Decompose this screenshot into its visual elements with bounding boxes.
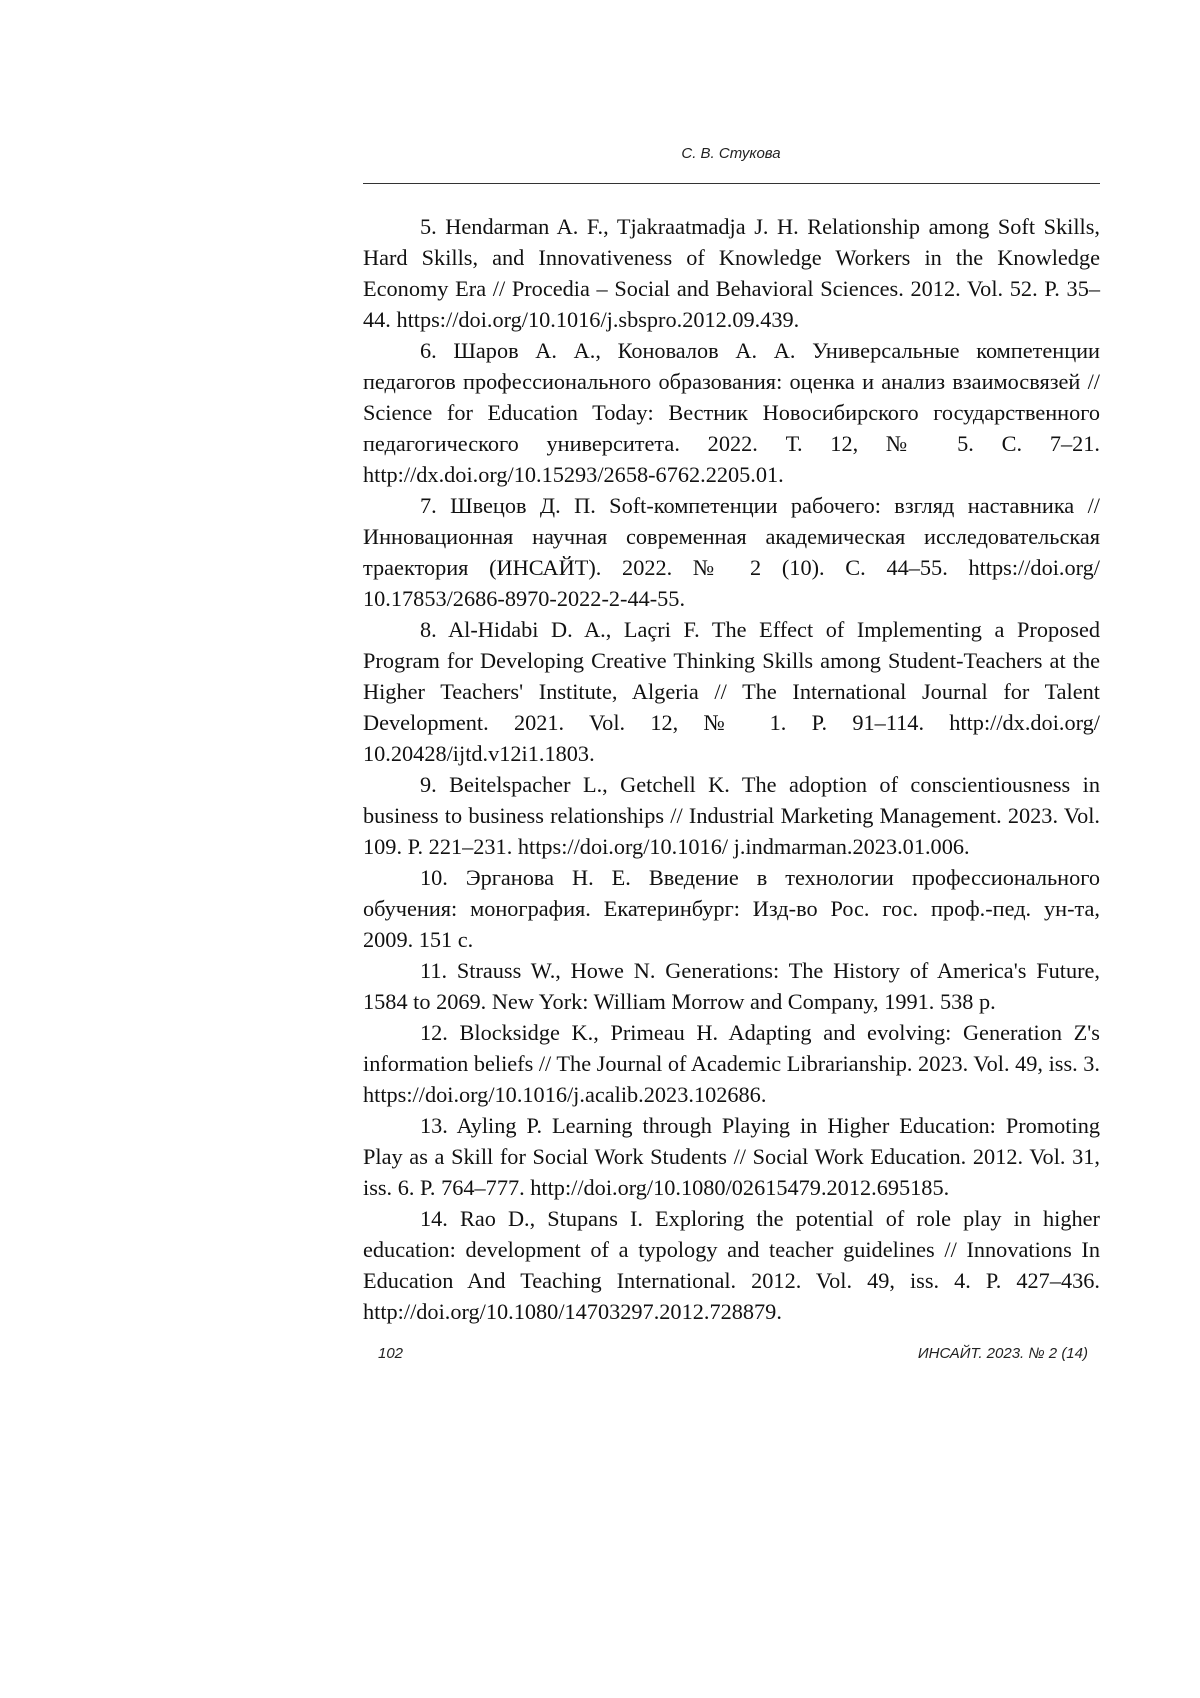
reference-item: 7. Швецов Д. П. Soft-компетенции рабочего: взгляд наставника // Инновационная научная современная академическая исследовательская траектория (ИНСАЙТ). 2022. № 2 (10). С. 44–55. https://doi.org/ 10.17853/2686-8970-2022-2-44-55. (363, 490, 1100, 614)
running-head-author: С. В. Стукова (363, 145, 1099, 162)
reference-item: 14. Rao D., Stupans I. Exploring the potential of role play in higher education: development of a typology and teacher guidelines // Innovations In Education And Teaching International. 2012. Vol. 49, iss. 4. P. 427–436. http://doi.org/10.1080/14703297.2012.728879. (363, 1203, 1100, 1327)
header-divider (363, 183, 1100, 184)
page-number: 102 (378, 1345, 403, 1362)
reference-list (363, 211, 1100, 1327)
reference-item: 11. Strauss W., Howe N. Generations: The History of America's Future, 1584 to 2069. New York: William Morrow and Company, 1991. 538 p. (363, 955, 1100, 1017)
reference-item: 10. Эрганова Н. Е. Введение в технологии профессионального обучения: монография. Екатеринбург: Изд-во Рос. гос. проф.-пед. ун-та, 2009. 151 с. (363, 862, 1100, 955)
reference-item: 12. Blocksidge K., Primeau H. Adapting and evolving: Generation Z's information beliefs // The Journal of Academic Librarianship. 2023. Vol. 49, iss. 3. https://doi.org/10.1016/j.acalib.2023.102686. (363, 1017, 1100, 1110)
reference-item: 8. Al-Hidabi D. A., Laçri F. The Effect of Implementing a Proposed Program for Developing Creative Thinking Skills among Student-Teachers at the Higher Teachers' Institute, Algeria // The International Journal for Talent Development. 2021. Vol. 12, № 1. P. 91–114. http://dx.doi.org/ 10.20428/ijtd.v12i1.1803. (363, 614, 1100, 769)
reference-item: 13. Ayling P. Learning through Playing in Higher Education: Promoting Play as a Skill for Social Work Students // Social Work Education. 2012. Vol. 31, iss. 6. P. 764–777. http://doi.org/10.1080/02615479.2012.695185. (363, 1110, 1100, 1203)
journal-issue: ИНСАЙТ. 2023. № 2 (14) (918, 1345, 1088, 1362)
reference-item: 9. Beitelspacher L., Getchell K. The adoption of conscientiousness in business to business relationships // Industrial Marketing Management. 2023. Vol. 109. P. 221–231. https://doi.org/10.1016/ j.indmarman.2023.01.006. (363, 769, 1100, 862)
reference-item: 5. Hendarman A. F., Tjakraatmadja J. H. Relationship among Soft Skills, Hard Skills, and Innovativeness of Knowledge Workers in the Knowledge Economy Era // Procedia – Social and Behavioral Sciences. 2012. Vol. 52. P. 35–44. https://doi.org/10.1016/j.sbspro.2012.09.439. (363, 211, 1100, 335)
reference-item: 6. Шаров А. А., Коновалов А. А. Универсальные компетенции педагогов профессионального образования: оценка и анализ взаимосвязей // Science for Education Today: Вестник Новосибирского государственного педагогического университета. 2022. Т. 12, № 5. С. 7–21. http://dx.doi.org/10.15293/2658-6762.2205.01. (363, 335, 1100, 490)
